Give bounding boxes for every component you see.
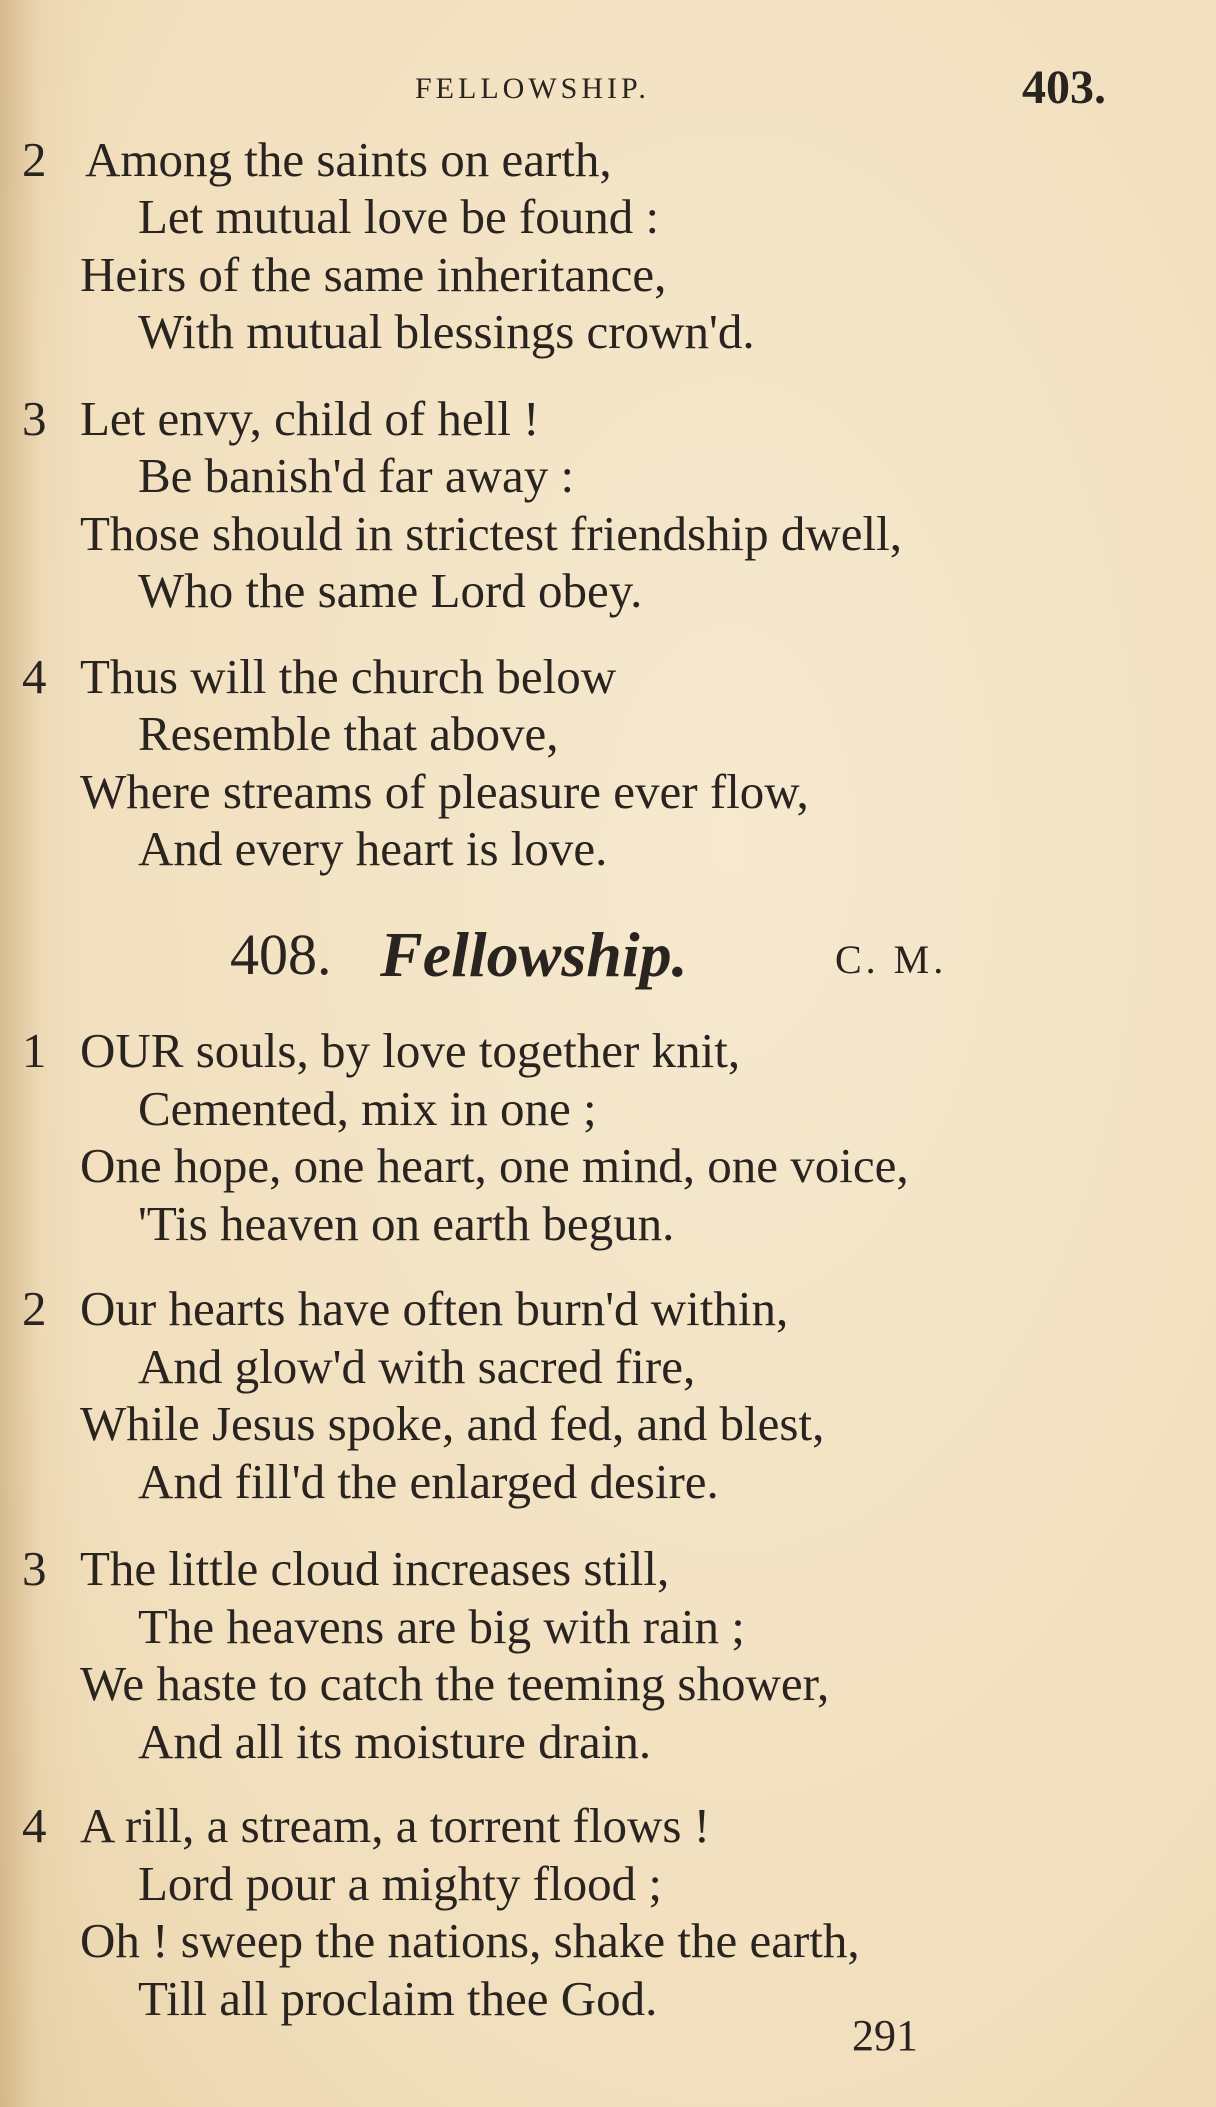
verse-line: Resemble that above, (138, 706, 559, 761)
page-number: 403. (1022, 61, 1106, 114)
verse-line: Thus will the church below (80, 649, 617, 704)
verse-number: 2 (22, 1281, 47, 1336)
verse-line: Be banish'd far away : (138, 448, 575, 503)
verse-line: And all its moisture drain. (138, 1714, 652, 1769)
verse-line: Among the saints on earth, (85, 132, 612, 187)
verse-line: We haste to catch the teeming shower, (80, 1656, 830, 1711)
hymn-meter: C. M. (835, 937, 948, 982)
verse-number: 1 (22, 1023, 47, 1078)
hymn-number: 408. (230, 922, 332, 987)
verse-line: A rill, a stream, a torrent flows ! (80, 1798, 711, 1853)
verse-line: Our hearts have often burn'd within, (80, 1281, 789, 1336)
verse-number: 4 (22, 649, 47, 704)
verse-line: And fill'd the enlarged desire. (138, 1454, 719, 1509)
verse-line: 'Tis heaven on earth begun. (138, 1196, 675, 1251)
verse-line: OUR souls, by love together knit, (80, 1023, 741, 1078)
verse-line: With mutual blessings crown'd. (138, 304, 755, 359)
verse-line: Let mutual love be found : (138, 189, 660, 244)
verse-number: 2 (22, 132, 47, 187)
verse-line: The little cloud increases still, (80, 1541, 670, 1596)
verse-line: One hope, one heart, one mind, one voice, (80, 1138, 909, 1193)
running-head-title: FELLOWSHIP. (415, 72, 650, 105)
verse-line: Those should in strictest friendship dwell, (80, 506, 902, 561)
verse-number: 3 (22, 391, 47, 446)
verse-line: The heavens are big with rain ; (138, 1599, 745, 1654)
verse-line: Heirs of the same inheritance, (80, 247, 667, 302)
verse-line: And every heart is love. (138, 821, 608, 876)
verse-line: Till all proclaim thee God. (138, 1971, 658, 2026)
verse-line: While Jesus spoke, and fed, and blest, (80, 1396, 825, 1451)
verse-number: 3 (22, 1541, 47, 1596)
verse-line: Let envy, child of hell ! (80, 391, 540, 446)
hymn-heading (0, 920, 1216, 990)
verse-line: Who the same Lord obey. (138, 563, 643, 618)
verse-number: 4 (22, 1798, 47, 1853)
verse-line: Where streams of pleasure ever flow, (80, 764, 809, 819)
hymn-title: Fellowship. (380, 919, 688, 990)
verse-line: Lord pour a mighty flood ; (138, 1856, 662, 1911)
verse-line: Oh ! sweep the nations, shake the earth, (80, 1913, 860, 1968)
verse-line: And glow'd with sacred fire, (138, 1339, 696, 1394)
signature-mark: 291 (852, 2011, 918, 2060)
verse-line: Cemented, mix in one ; (138, 1081, 597, 1136)
